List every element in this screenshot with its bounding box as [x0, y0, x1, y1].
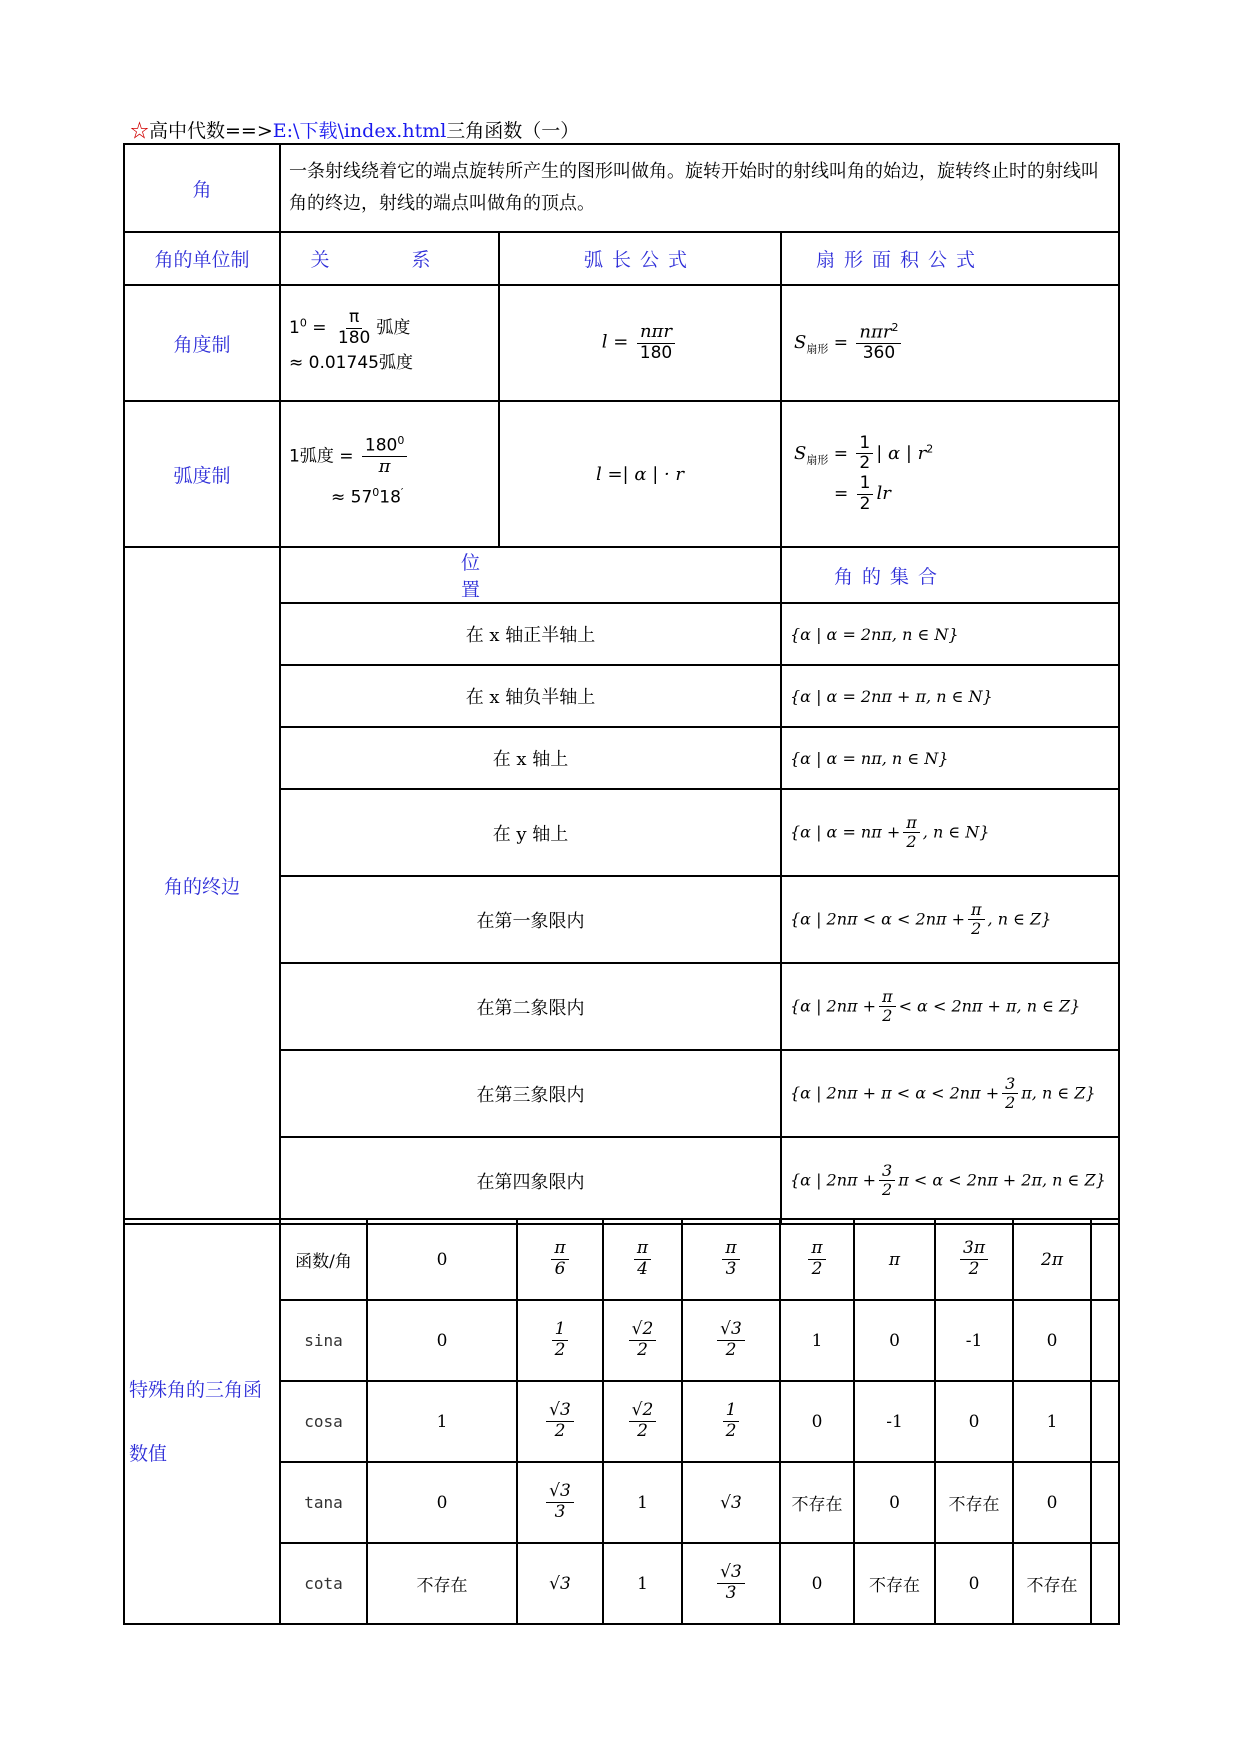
- angle-header-cell: [935, 1219, 1013, 1300]
- value-cell: [935, 1300, 1013, 1381]
- value-cell: [935, 1543, 1013, 1624]
- cell-value: 不存在: [948, 1495, 1000, 1515]
- cell-value: 0: [436, 1330, 448, 1351]
- special-angle-table: [123, 1218, 1120, 1625]
- value-cell: [1013, 1300, 1091, 1381]
- radian-arc-formula: l =| α | · r: [499, 401, 781, 547]
- value-cell: [682, 1462, 780, 1543]
- cell-value: 0: [436, 1492, 448, 1513]
- cell-value: 1: [811, 1330, 823, 1351]
- position-cell: 在 x 轴上: [280, 727, 781, 789]
- header-title: 三角函数（一）: [446, 120, 580, 142]
- col-relation: 关 系: [280, 232, 499, 285]
- fraction-value: $\frac{√2}{2}$: [629, 1320, 657, 1360]
- terminal-label: 角的终边: [124, 547, 280, 1224]
- set-cell: {α | α = nπ, n ∈ N}: [781, 727, 1119, 789]
- fraction-value: $\frac{\pi}{2}$: [808, 1239, 825, 1279]
- radian-sector-formula: $S_{扇形}$ = $\frac{1}{2}$ | α | $r^2$ = $\frac{1}{2}$ lr: [781, 401, 1119, 547]
- value-cell: [603, 1381, 682, 1462]
- col-arc-formula: 弧长公式: [499, 232, 781, 285]
- angle-header-cell: [367, 1219, 517, 1300]
- cell-value: π: [888, 1249, 901, 1270]
- empty-cell: [1091, 1543, 1119, 1624]
- value-cell: [682, 1381, 780, 1462]
- set-cell: {α | 2nπ + $\frac{3}{2}$ π < α < 2nπ + 2π, n ∈ Z}: [781, 1137, 1119, 1224]
- cell-value: 0: [889, 1492, 900, 1513]
- value-cell: [1013, 1381, 1091, 1462]
- value-cell: [682, 1300, 780, 1381]
- empty-cell: [1091, 1300, 1119, 1381]
- cell-value: 1: [637, 1573, 648, 1594]
- value-cell: [780, 1462, 854, 1543]
- cell-value: 0: [889, 1330, 900, 1351]
- value-cell: [367, 1462, 517, 1543]
- cell-value: 不存在: [1026, 1576, 1078, 1596]
- func-name-cell: cota: [280, 1543, 367, 1624]
- cell-value: -1: [886, 1411, 903, 1432]
- fraction-value: $\frac{1}{2}$: [723, 1401, 740, 1441]
- angle-label: 角: [124, 144, 280, 232]
- value-cell: [854, 1543, 935, 1624]
- degree-relation: $1^0$ = $\frac{\pi}{180}$ 弧度 ≈ 0.01745弧度: [280, 285, 499, 401]
- units-label: 角的单位制: [124, 232, 280, 285]
- value-cell: [854, 1381, 935, 1462]
- empty-cell: [1091, 1219, 1119, 1300]
- value-cell: [517, 1300, 603, 1381]
- fraction-value: $\frac{\pi}{4}$: [634, 1239, 651, 1279]
- value-cell: [935, 1381, 1013, 1462]
- value-cell: [780, 1300, 854, 1381]
- position-cell: 在 y 轴上: [280, 789, 781, 876]
- cell-value: 0: [968, 1573, 980, 1594]
- fraction-value: $\frac{√3}{2}$: [717, 1320, 745, 1360]
- angle-definition: 一条射线绕着它的端点旋转所产生的图形叫做角。旋转开始时的射线叫角的始边，旋转终止时的射线叫角的终边，射线的端点叫做角的顶点。: [280, 144, 1119, 232]
- fraction-value: $\frac{√3}{3}$: [717, 1563, 745, 1603]
- star-icon: ☆: [130, 120, 150, 142]
- degree-arc-formula: l = nπr 180: [499, 285, 781, 401]
- cell-value: √3: [549, 1573, 571, 1594]
- angle-header-cell: [854, 1219, 935, 1300]
- cell-value: 0: [811, 1573, 823, 1594]
- value-cell: [517, 1543, 603, 1624]
- value-cell: [854, 1462, 935, 1543]
- func-name-cell: cosa: [280, 1381, 367, 1462]
- value-cell: [603, 1462, 682, 1543]
- cell-value: -1: [965, 1330, 983, 1351]
- func-angle-header: 函数/角: [280, 1219, 367, 1300]
- set-cell: {α | 2nπ < α < 2nπ + $\frac{\pi}{2}$ , n ∈ Z}: [781, 876, 1119, 963]
- value-cell: [367, 1381, 517, 1462]
- set-cell: {α | α = nπ + $\frac{\pi}{2}$ , n ∈ N}: [781, 789, 1119, 876]
- set-cell: {α | 2nπ + $\frac{\pi}{2}$ < α < 2nπ + π, n ∈ Z}: [781, 963, 1119, 1050]
- cell-value: 1: [1046, 1411, 1058, 1432]
- position-cell: 在 x 轴正半轴上: [280, 603, 781, 665]
- angle-header-cell: [1013, 1219, 1091, 1300]
- position-cell: 在第四象限内: [280, 1137, 781, 1224]
- value-cell: [603, 1300, 682, 1381]
- cell-value: 2π: [1041, 1249, 1063, 1270]
- position-cell: 在第二象限内: [280, 963, 781, 1050]
- angle-header-cell: [682, 1219, 780, 1300]
- value-cell: [517, 1462, 603, 1543]
- value-cell: [603, 1543, 682, 1624]
- func-name-cell: tana: [280, 1462, 367, 1543]
- fraction-value: $\frac{\pi}{6}$: [551, 1239, 568, 1279]
- cell-value: 不存在: [869, 1576, 920, 1596]
- position-cell: 在第一象限内: [280, 876, 781, 963]
- header-link[interactable]: E:\下载\index.html: [272, 120, 447, 142]
- main-table: [123, 143, 1120, 1225]
- degree-label: 角度制: [124, 285, 280, 401]
- position-cell: 在第三象限内: [280, 1050, 781, 1137]
- header-prefix: 高中代数==>: [149, 120, 273, 142]
- radian-label: 弧度制: [124, 401, 280, 547]
- cell-value: 0: [1046, 1492, 1058, 1513]
- empty-cell: [1091, 1381, 1119, 1462]
- set-cell: {α | α = 2nπ + π, n ∈ N}: [781, 665, 1119, 727]
- set-cell: {α | 2nπ + π < α < 2nπ + $\frac{3}{2}$ π, n ∈ Z}: [781, 1050, 1119, 1137]
- value-cell: [682, 1543, 780, 1624]
- angle-header-cell: [780, 1219, 854, 1300]
- value-cell: [1013, 1462, 1091, 1543]
- col-position: 位 置: [280, 547, 781, 603]
- angle-header-cell: [603, 1219, 682, 1300]
- angle-header-cell: [517, 1219, 603, 1300]
- value-cell: [367, 1543, 517, 1624]
- cell-value: 0: [436, 1249, 448, 1270]
- value-cell: [517, 1381, 603, 1462]
- cell-value: 1: [436, 1411, 448, 1432]
- fraction-value: $\frac{√3}{3}$: [546, 1482, 574, 1522]
- special-angle-label: 特殊角的三角函 数值: [124, 1219, 280, 1624]
- position-cell: 在 x 轴负半轴上: [280, 665, 781, 727]
- radian-relation: 1弧度 = $\frac{180^0}{\pi}$ ≈ $57^018'$: [280, 401, 499, 547]
- page-header: [130, 118, 579, 144]
- cell-value: 0: [968, 1411, 980, 1432]
- fraction-value: $\frac{3\pi}{2}$: [960, 1239, 988, 1279]
- value-cell: [1013, 1543, 1091, 1624]
- value-cell: [367, 1300, 517, 1381]
- col-angle-set: 角的集合: [781, 547, 1119, 603]
- cell-value: √3: [720, 1492, 742, 1513]
- value-cell: [780, 1381, 854, 1462]
- fraction-value: $\frac{√3}{2}$: [546, 1401, 574, 1441]
- set-cell: {α | α = 2nπ, n ∈ N}: [781, 603, 1119, 665]
- empty-cell: [1091, 1462, 1119, 1543]
- cell-value: 不存在: [791, 1495, 843, 1515]
- value-cell: [854, 1300, 935, 1381]
- degree-sector-formula: $S_{扇形}$ = nπr$^2$ 360: [781, 285, 1119, 401]
- cell-value: 0: [1046, 1330, 1058, 1351]
- col-sector-formula: 扇形面积公式: [781, 232, 1119, 285]
- cell-value: 不存在: [416, 1576, 468, 1596]
- cell-value: 0: [811, 1411, 823, 1432]
- func-name-cell: sina: [280, 1300, 367, 1381]
- fraction-value: $\frac{\pi}{3}$: [722, 1239, 739, 1279]
- value-cell: [780, 1543, 854, 1624]
- value-cell: [935, 1462, 1013, 1543]
- cell-value: 1: [637, 1492, 648, 1513]
- fraction-value: $\frac{1}{2}$: [552, 1320, 569, 1360]
- fraction-value: $\frac{√2}{2}$: [629, 1401, 657, 1441]
